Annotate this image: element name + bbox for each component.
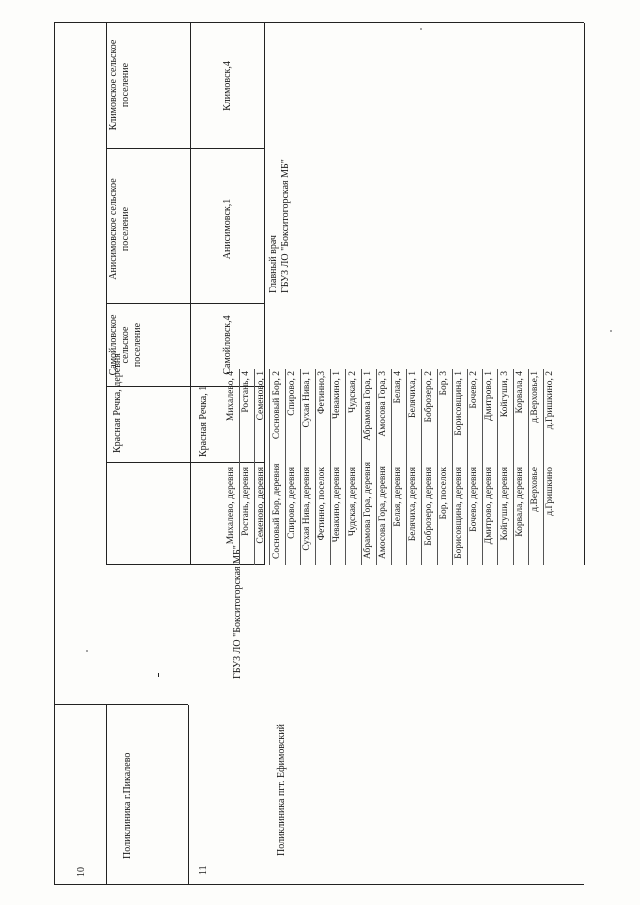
village-address: Ростань, 4 (241, 371, 252, 413)
village-address: Спирово, 2 (286, 371, 297, 416)
village-address: Бор, 3 (438, 371, 449, 396)
village-row-line (497, 369, 498, 565)
village-name: Бочево, деревня (469, 467, 480, 532)
table-edge-top (54, 22, 584, 23)
village-row-line (482, 369, 483, 565)
village-name: Фетинно, поселок (317, 467, 328, 541)
village-name: Спирово, деревня (286, 467, 297, 539)
village-row-line (345, 369, 346, 565)
scan-speck (420, 28, 422, 30)
settlement-samoylovskoe: Самойловское сельское поселение (108, 314, 143, 376)
village-address: д.Гришкино, 2 (545, 371, 556, 430)
village-address: Бочево, 2 (469, 371, 480, 409)
village-name: Амосова Гора, деревня (378, 466, 388, 559)
village-address: Абрамова Гора, 1 (362, 371, 373, 441)
village-address: Фетинно,3 (317, 371, 328, 415)
scan-speck (86, 650, 88, 652)
settlement-col-left (106, 23, 107, 565)
row-sep-s2 (106, 462, 264, 463)
village-address: Борисовщина, 1 (454, 371, 464, 436)
village-name: Корвала, деревня (514, 467, 525, 537)
village-row-line (513, 369, 514, 565)
village-row-line (330, 369, 331, 565)
village-row-line (361, 369, 362, 565)
village-name: Сосновый Бор, деревня (271, 463, 282, 559)
doctor-title: Главный врач (268, 235, 279, 293)
village-row-line (406, 369, 407, 565)
village-name: Боброзеро, деревня (423, 467, 434, 546)
village-name: Борисовщина, деревня (454, 467, 464, 559)
village-address: Сосновый Бор, 2 (271, 371, 282, 440)
village-row-line (239, 369, 240, 565)
village-row-line (300, 369, 301, 565)
scan-speck (610, 330, 612, 332)
village-name: Дмитрово, деревня (484, 467, 495, 545)
facility-efimovsky: Поликлиника пгт. Ефимовский (276, 724, 287, 856)
village-address: Михалево, 4 (226, 371, 236, 422)
village-row-line (391, 369, 392, 565)
address-anisimovsk: Анисимовск,1 (222, 198, 233, 260)
row-number-11: 11 (198, 865, 209, 875)
village-address: Чудская, 2 (347, 371, 358, 413)
row-number-10: 10 (76, 867, 87, 877)
settlement-krasnaya-rechka: Красная Речка, деревня (112, 353, 123, 453)
doctor-org: ГБУЗ ЛО "Бокситогорская МБ" (280, 159, 291, 293)
village-address: Сухая Нива, 1 (302, 371, 312, 428)
village-name: Бор, поселок (438, 467, 449, 520)
village-address: Корвала, 4 (514, 371, 525, 414)
village-address: Койгуши, 3 (499, 371, 510, 418)
tick (158, 673, 159, 677)
org-label-row11: ГБУЗ ЛО "Бокситогорская МБ" (232, 545, 243, 679)
village-address: Амосова Гора, 3 (378, 371, 388, 437)
settlement-col-right (584, 23, 585, 565)
village-row-line (285, 369, 286, 565)
village-name: Михалево, деревня (226, 467, 236, 545)
table-edge-bottom (54, 884, 584, 885)
village-row-line (437, 369, 438, 565)
village-row-line (421, 369, 422, 565)
address-krasnaya-rechka: Красная Речка, 1 (198, 385, 209, 457)
village-name: Абрамова Гора, деревня (362, 462, 373, 559)
village-address: Семеново, 1 (256, 371, 267, 421)
village-address: Боброзеро, 2 (423, 371, 434, 423)
settlement-klimovskoe: Климовское сельское поселение (108, 39, 131, 131)
village-row-line (452, 369, 453, 565)
village-row-line (467, 369, 468, 565)
village-name: Койгуши, деревня (499, 467, 510, 541)
village-name: Семеново, деревня (256, 467, 267, 544)
village-address: Чевакино, 1 (332, 371, 343, 420)
table-edge-left (54, 23, 55, 885)
village-row-line (543, 369, 544, 565)
row-sep-10-11 (54, 704, 188, 705)
col-sep-facility (188, 705, 189, 885)
village-name: д.Верховье (530, 467, 540, 512)
village-address: д.Верховье,1 (530, 371, 540, 423)
village-address: Белая, 4 (393, 371, 404, 404)
row-sep-s5 (106, 148, 264, 149)
village-address: Дмитрово, 1 (484, 371, 495, 422)
village-address: Белячиха, 1 (408, 371, 419, 418)
village-row-line (528, 369, 529, 565)
row-sep-s4 (106, 303, 264, 304)
village-row-line (315, 369, 316, 565)
village-row-line (269, 369, 270, 565)
address-klimovsk: Климовск,4 (222, 61, 233, 111)
village-name: Белячиха, деревня (408, 467, 419, 542)
address-samoylovsk: Самойловск,4 (222, 315, 233, 375)
village-name: д.Гришкино (545, 467, 556, 516)
village-name: Чевакино, деревня (332, 467, 343, 543)
village-name: Сухая Нива, деревня (302, 467, 312, 551)
village-row-line (254, 369, 255, 565)
settlement-col-sep1 (190, 23, 191, 565)
facility-pikalevo: Поликлиника г.Пикалево (122, 752, 133, 859)
village-name: Белая, деревня (393, 467, 404, 527)
village-name: Ростань, деревня (241, 467, 252, 536)
village-name: Чудская, деревня (347, 467, 358, 537)
settlement-anisimovskoe: Анисимовское сельское поселение (108, 178, 131, 280)
village-row-line (376, 369, 377, 565)
col-sep-number (106, 705, 107, 885)
